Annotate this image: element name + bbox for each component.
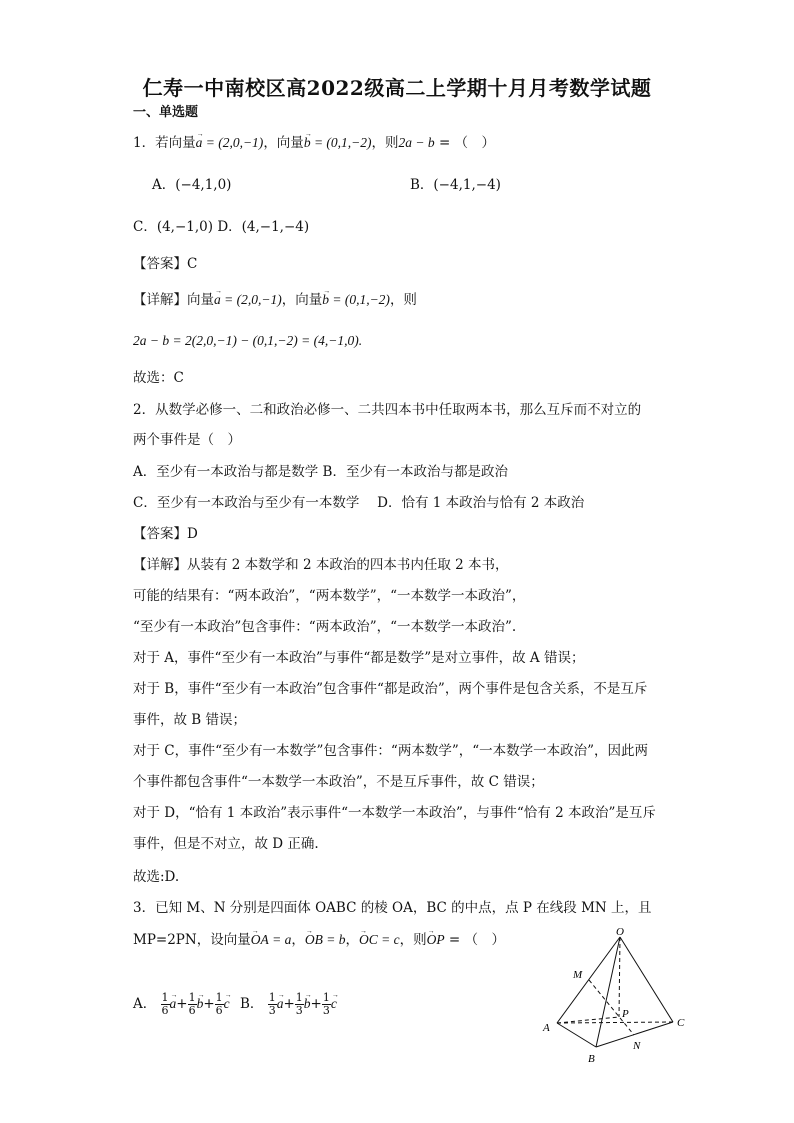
q2-detail-line: 对于 C，事件“至少有一本数学”包含事件：“两本数学”，“一本数学一本政治”，因此两 — [133, 743, 649, 759]
label-o: O — [616, 926, 624, 938]
q2-conclusion: 故选:D. — [133, 869, 180, 885]
q2-stem-line1: 2．从数学必修一、二和政治必修一、二共四本书中任取两本书，那么互斥而不对立的 — [133, 402, 642, 418]
label-b: B — [588, 1053, 595, 1065]
tetrahedron-figure — [540, 925, 690, 1075]
q1-detail: 【详解】向量→ a = (2,0,−1)，向量→ b = (0,1,−2)，则 — [133, 291, 417, 309]
q2-detail-line: 对于 A，事件“至少有一本政治”与事件“都是数学”是对立事件，故 A 错误； — [133, 650, 585, 666]
label-a: A — [543, 1022, 550, 1034]
q2-option-ab: A．至少有一本政治与都是数学 B．至少有一本政治与都是政治 — [133, 464, 508, 480]
q1-option-b: B．(−4,1,−4) — [410, 177, 501, 193]
q1-conclusion: 故选：C — [133, 370, 184, 386]
q2-answer: 【答案】D — [133, 526, 198, 542]
q1-answer: 【答案】C — [133, 256, 198, 272]
q1-option-cd: C．(4,−1,0) D．(4,−1,−4) — [133, 219, 310, 235]
q1-calculation: 2a − b = 2(2,0,−1) − (0,1,−2) = (4,−1,0). — [133, 333, 363, 348]
q2-detail-line: 个事件都包含事件“一本数学一本政治”，不是互斥事件，故 C 错误； — [133, 774, 544, 790]
q1-stem: 1．若向量→ a = (2,0,−1)，向量→ b = (0,1,−2)，则2a − b = （ ） — [133, 134, 495, 152]
q2-detail-line: 事件，但是不对立，故 D 正确. — [133, 836, 319, 852]
page-title: 仁寿一中南校区高2022级高二上学期十月月考数学试题 — [142, 76, 652, 100]
label-m: M — [573, 969, 583, 981]
label-n: N — [633, 1040, 641, 1052]
q2-detail-line: 可能的结果有：“两本政治”，“两本数学”，“一本数学一本政治”， — [133, 588, 526, 604]
segment-op — [619, 937, 620, 1017]
q2-stem-line2: 两个事件是（ ） — [133, 432, 241, 448]
q1-option-a: A．(−4,1,0) — [152, 177, 232, 193]
edge-ab — [557, 1023, 596, 1047]
q3-options: A． $\frac{1}{6}$ → a+ $\frac{1}{6}$ → b+ $\frac{1}{6}$ → c B． $\frac{1}{3}$ → a+ $\frac{1}{3}$ → b+ $\frac{1}{3}$ → c — [133, 992, 337, 1017]
q2-detail-line: 【详解】从装有 2 本数学和 2 本政治的四本书内任取 2 本书， — [133, 557, 509, 573]
section-heading: 一、单选题 — [133, 105, 199, 120]
q2-option-cd: C．至少有一本政治与至少有一本数学 D．恰有 1 本政治与恰有 2 本政治 — [133, 495, 585, 511]
label-c: C — [677, 1017, 685, 1029]
q2-detail-line: 对于 D，“恰有 1 本政治”表示事件“一本数学一本政治”，与事件“恰有 2 本政治”是互斥 — [133, 805, 656, 821]
q2-detail-line: “至少有一本政治”包含事件：“两本政治”，“一本数学一本政治”. — [133, 619, 517, 635]
q3-stem-line1: 3．已知 M、N 分别是四面体 OABC 的棱 OA，BC 的中点，点 P 在线段 MN 上，且 — [133, 900, 652, 916]
edge-ac — [557, 1022, 673, 1023]
q3-stem-line2: MP=2PN，设向量→ OA = a，→ OB = b，→ OC = c，则→ OP = （ ） — [133, 931, 505, 949]
q2-detail-line: 事件，故 B 错误； — [133, 712, 247, 728]
label-p: P — [622, 1008, 629, 1020]
q2-detail-line: 对于 B，事件“至少有一本政治”包含事件“都是政治”，两个事件是包含关系，不是互斥 — [133, 681, 648, 697]
